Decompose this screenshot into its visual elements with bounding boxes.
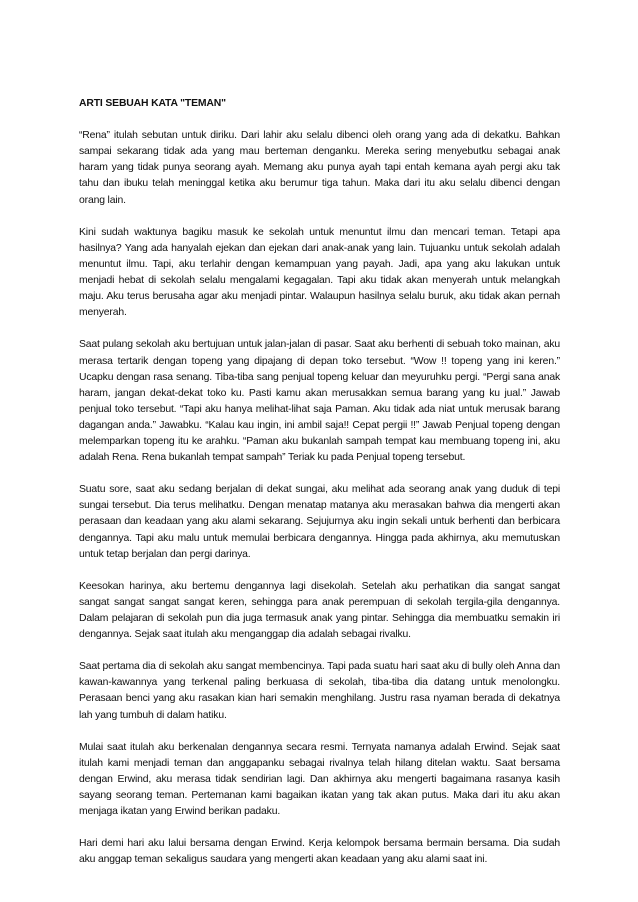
- paragraph-4: Suatu sore, saat aku sedang berjalan di dekat sungai, aku melihat ada seorang anak yang duduk di tepi sungai tersebut. Dia terus melihatku. Dengan menatap matanya aku merasakan bahwa dia mengerti akan perasaan dan keadaan yang aku alami sekarang. Sejujurnya aku ingin sekali untuk berhenti dan berbicara dengannya. Tapi aku malu untuk memulai berbicara dengannya. Hingga pada akhirnya, aku memutuskan untuk tetap berjalan dan pergi darinya.: [79, 484, 560, 560]
- paragraph-3: Saat pulang sekolah aku bertujuan untuk jalan-jalan di pasar. Saat aku berhenti di sebuah toko mainan, aku merasa tertarik dengan topeng yang dipajang di depan toko tersebut. “Wow !! topeng yang ini keren.” Ucapku dengan rasa senang. Tiba-tiba sang penjual topeng keluar dan meyuruhku pergi. “Pergi sana anak haram, jangan dekat-dekat toko ku. Pasti kamu akan merusakkan semua barang yang ku jual.” Jawab penjual toko tersebut. “Tapi aku hanya melihat-lihat saja Paman. Aku tidak ada niat untuk merusak barang dagangan anda.” Jawabku. “Kalau kau ingin, ini ambil saja!! Cepat pergii !!” Jawab Penjual topeng dengan melemparkan topeng itu ke arahku. “Paman aku bukanlah sampah tempat kau membuang topeng ini, aku adalah Rena. Rena bukanlah tempat sampah” Teriak ku pada Penjual topeng tersebut.: [79, 339, 560, 464]
- paragraph-5: Keesokan harinya, aku bertemu dengannya lagi disekolah. Setelah aku perhatikan dia sangat sangat sangat sangat sangat sangat keren, sehingga para anak perempuan di sekolah tergila-gila dengannya. Dalam pelajaran di sekolah pun dia juga termasuk anak yang pintar. Sehingga dia membuatku semakin iri dengannya. Sejak saat itulah aku menganggap dia adalah sebagai rivalku.: [79, 580, 560, 641]
- paragraph-7: Mulai saat itulah aku berkenalan dengannya secara resmi. Ternyata namanya adalah Erwind. Sejak saat itulah kami menjadi teman dan anggapanku sebagai rivalnya telah hilang ditelan waktu. Saat bersama dengan Erwind, aku merasa tidak sendirian lagi. Dan akhirnya aku mengerti bagaimana rasanya kasih sayang seorang teman. Pertemanan kami bagaikan ikatan yang tak akan putus. Maka dari itu aku akan menjaga ikatan yang Erwind berikan padaku.: [79, 741, 560, 818]
- paragraph-1: “Rena” itulah sebutan untuk diriku. Dari lahir aku selalu dibenci oleh orang yang ada di dekatku. Bahkan sampai sekarang tidak ada yang mau berteman denganku. Mereka sering menyebutku sebagai anak haram yang tidak punya seorang ayah. Memang aku punya ayah tapi entah kemana ayah pergi aku tak tahu dan ibuku telah meninggal ketika aku berumur tiga tahun. Maka dari itu aku selalu dibenci dengan orang lain.: [79, 130, 560, 206]
- document-title: ARTI SEBUAH KATA "TEMAN": [79, 98, 226, 109]
- paragraph-2: Kini sudah waktunya bagiku masuk ke sekolah untuk menuntut ilmu dan mencari teman. Tetapi apa hasilnya? Yang ada hanyalah ejekan dan ejekan dari anak-anak yang lain. Tujuanku untuk sekolah adalah menuntut ilmu. Tapi, aku terlahir dengan kemampuan yang payah. Jadi, apa yang aku lakukan untuk menjadi hebat di sekolah selalu mengalami kegagalan. Tapi aku tidak akan menyerah untuk melangkah maju. Aku terus berusaha agar aku menjadi pintar. Walaupun hasilnya selalu buruk, aku tidak akan pernah menyerah.: [79, 226, 560, 319]
- paragraph-6: Saat pertama dia di sekolah aku sangat membencinya. Tapi pada suatu hari saat aku di bully oleh Anna dan kawan-kawannya yang terkenal paling berkuasa di sekolah, tiba-tiba dia datang untuk menolongku. Perasaan benci yang aku rasakan kian hari semakin menghilang. Justru rasa nyaman berada di dekatnya lah yang tumbuh di dalam hatiku.: [79, 661, 560, 721]
- document-body: [79, 96, 560, 869]
- paragraph-8: Hari demi hari aku lalui bersama dengan Erwind. Kerja kelompok bersama bermain bersama. Dia sudah aku anggap teman sekaligus saudara yang mengerti akan keadaan yang aku alami saat ini.: [79, 838, 560, 866]
